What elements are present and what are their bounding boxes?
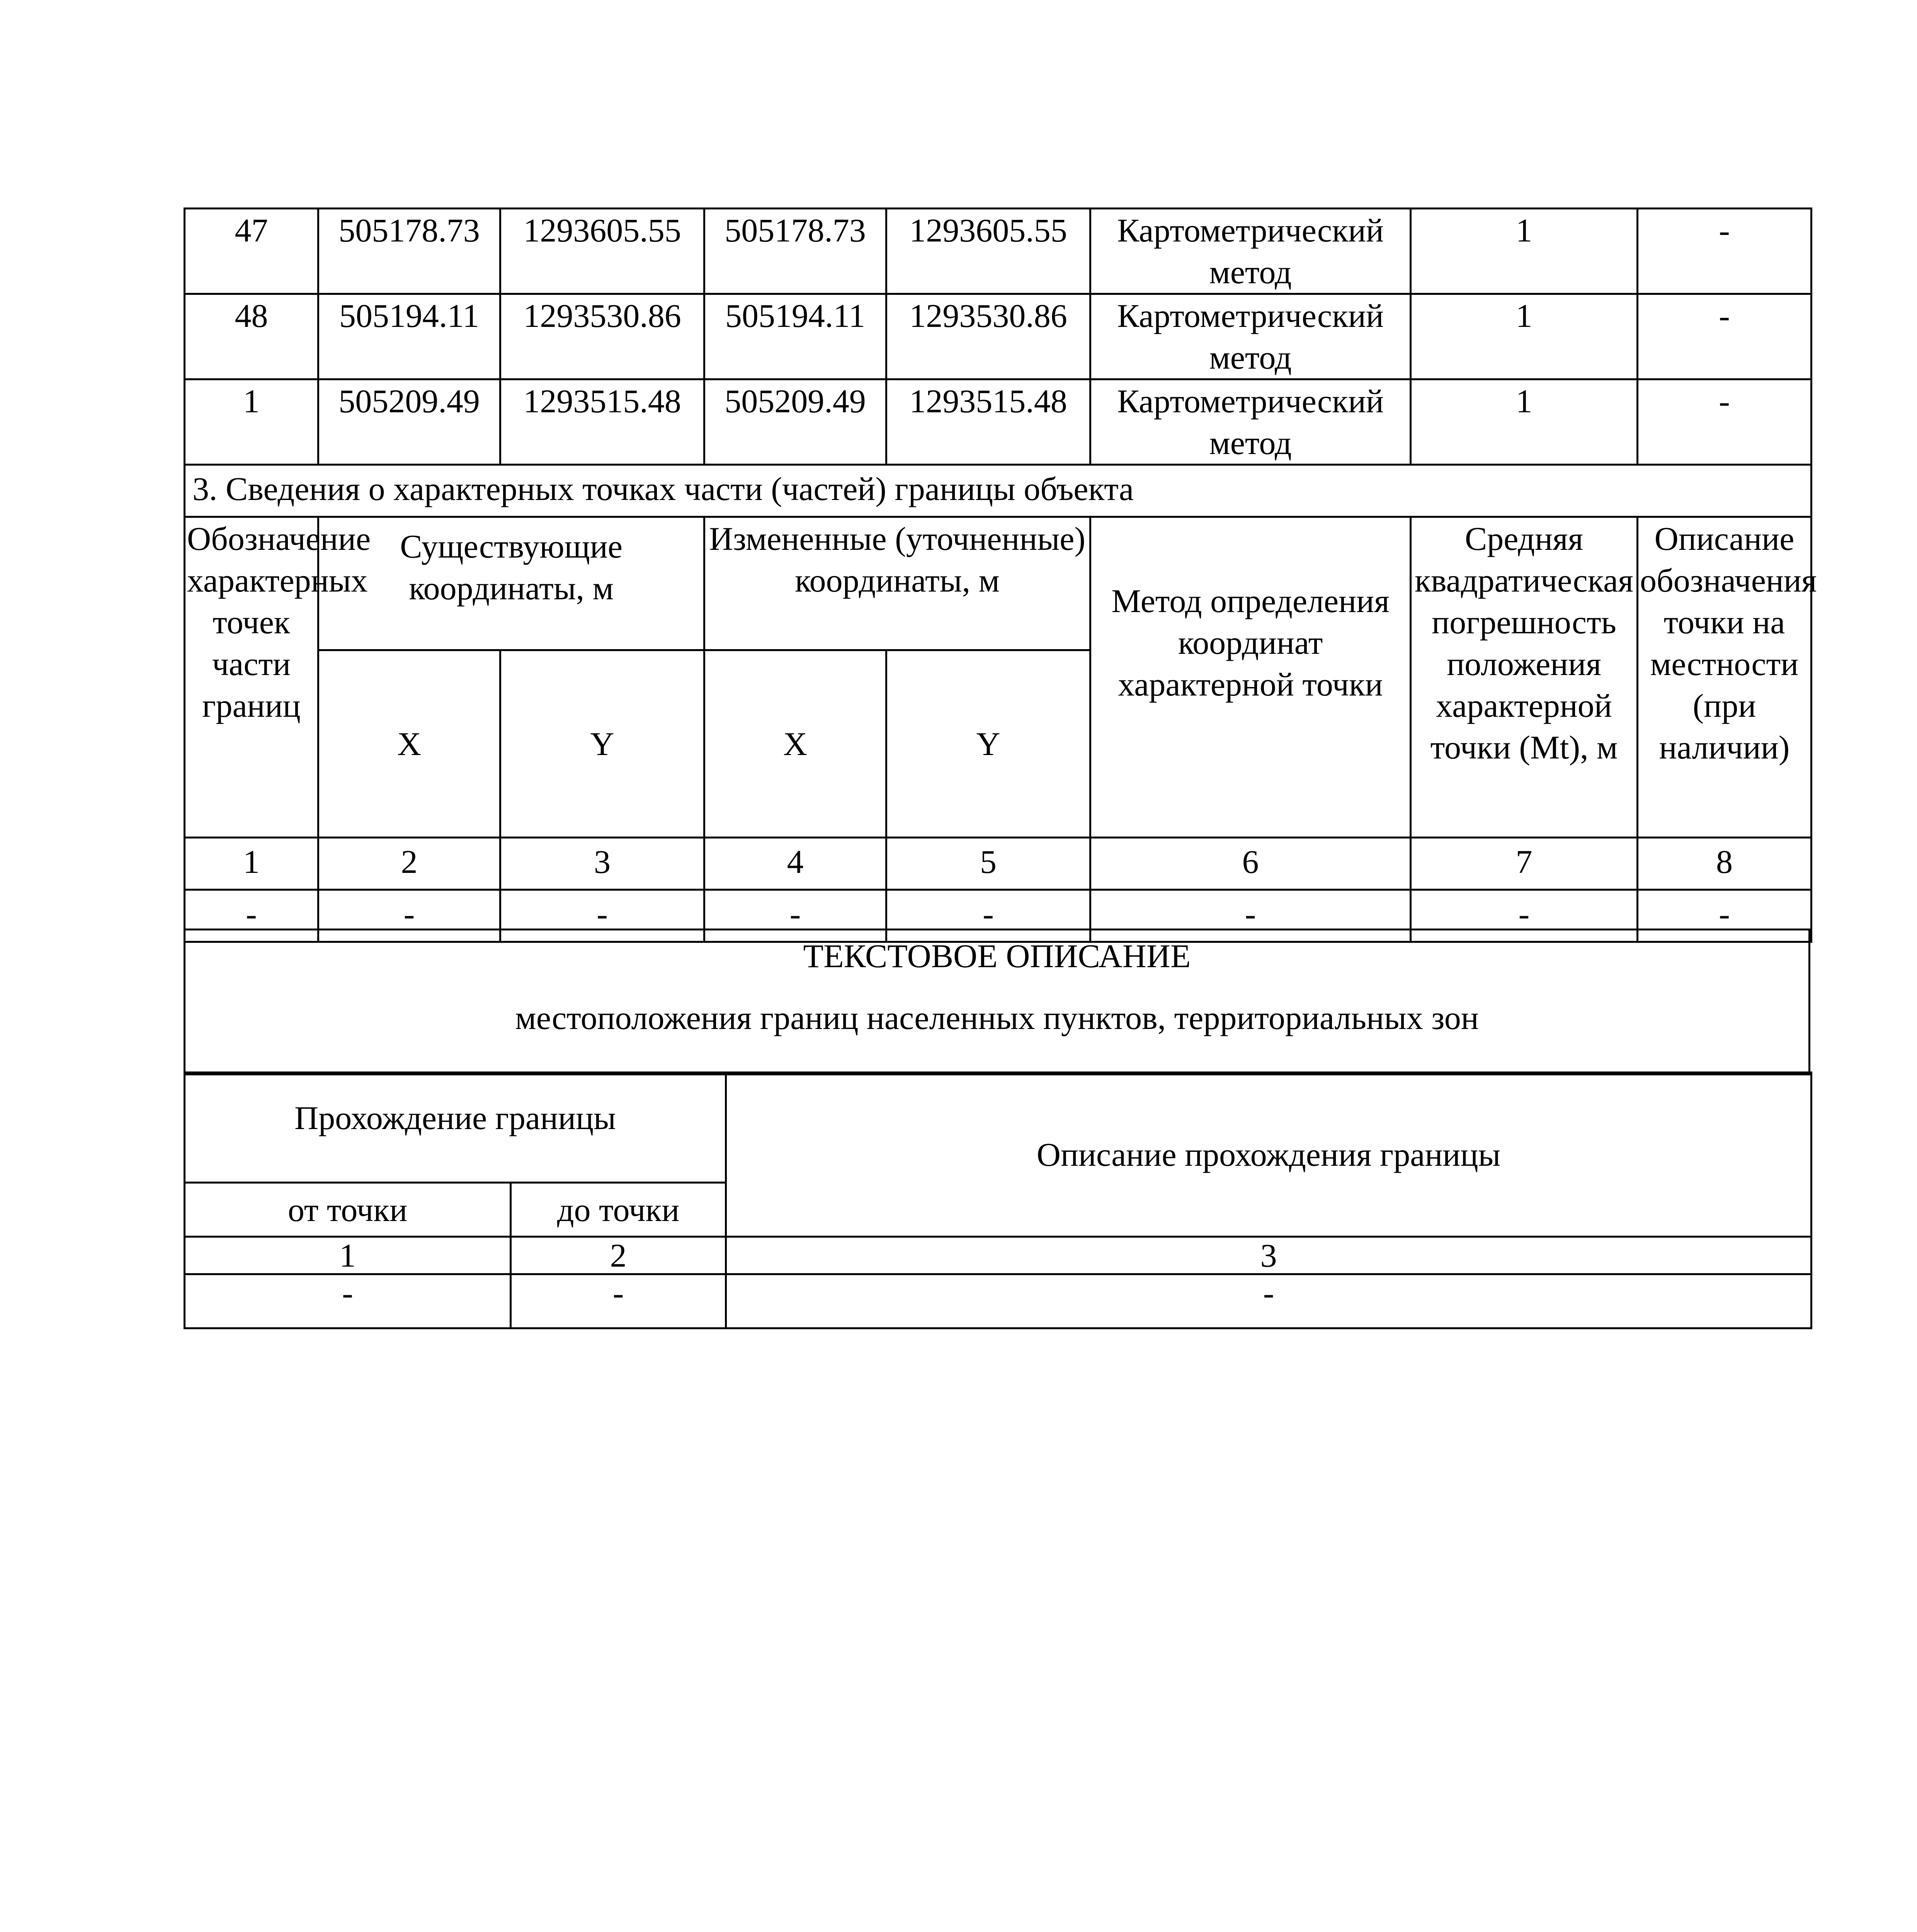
- y-changed: 1293515.48: [886, 379, 1090, 465]
- description: -: [1638, 209, 1812, 294]
- header-passage: Прохождение границы: [185, 1073, 726, 1183]
- y-changed: 1293605.55: [886, 209, 1090, 294]
- empty-cell: -: [726, 1274, 1812, 1328]
- column-number: 1: [185, 1237, 511, 1274]
- header-x-changed: X: [704, 650, 886, 838]
- empty-cell: -: [185, 890, 318, 942]
- y-changed: 1293530.86: [886, 294, 1090, 379]
- empty-cell: -: [318, 890, 500, 942]
- table-row: [185, 379, 1812, 465]
- empty-cell: -: [704, 890, 886, 942]
- column-number-row: [185, 1237, 1812, 1274]
- x-changed: 505194.11: [704, 294, 886, 379]
- empty-cell: -: [511, 1274, 726, 1328]
- header-from-point: от точки: [185, 1183, 511, 1237]
- empty-cell: -: [500, 890, 704, 942]
- section-3-title: 3. Сведения о характерных точках части (частей) границы объекта: [185, 465, 1812, 517]
- point-number: 1: [185, 379, 318, 465]
- text-description-title: ТЕКСТОВОЕ ОПИСАНИЕ: [803, 937, 1191, 975]
- header-designation: Обозначение характерных точек части границ: [185, 517, 318, 838]
- header-error: Средняя квадратическая погрешность положения характерной точки (Mt), м: [1411, 517, 1638, 838]
- empty-cell: -: [1638, 890, 1812, 942]
- empty-cell: -: [185, 1274, 511, 1328]
- header-existing-coords: Существующие координаты, м: [318, 517, 704, 650]
- column-number: 2: [511, 1237, 726, 1274]
- method: Картометрический метод: [1090, 379, 1411, 465]
- header-row: [185, 1073, 1812, 1183]
- y-existing: 1293515.48: [500, 379, 704, 465]
- y-existing: 1293530.86: [500, 294, 704, 379]
- coordinates-table: [184, 207, 1817, 943]
- boundary-table: [184, 1071, 1812, 1329]
- header-y-existing: Y: [500, 650, 704, 838]
- column-number: 5: [886, 838, 1090, 890]
- table-row: [185, 209, 1812, 294]
- header-changed-coords: Измененные (уточненные) координаты, м: [704, 517, 1090, 650]
- description: -: [1638, 379, 1812, 465]
- header-boundary-description: Описание прохождения границы: [726, 1073, 1812, 1237]
- error: 1: [1411, 209, 1638, 294]
- description: -: [1638, 294, 1812, 379]
- error: 1: [1411, 379, 1638, 465]
- header-description: Описание обозначения точки на местности (при наличии): [1638, 517, 1812, 838]
- y-existing: 1293605.55: [500, 209, 704, 294]
- empty-cell: -: [1090, 890, 1411, 942]
- column-number: 6: [1090, 838, 1411, 890]
- table-row: [185, 1274, 1812, 1328]
- empty-cell: -: [886, 890, 1090, 942]
- header-x-existing: X: [318, 650, 500, 838]
- x-existing: 505209.49: [318, 379, 500, 465]
- column-number: 3: [500, 838, 704, 890]
- column-number-row: [185, 838, 1812, 890]
- text-description-cell: [185, 930, 1810, 1075]
- column-number: 1: [185, 838, 318, 890]
- header-y-changed: Y: [886, 650, 1090, 838]
- point-number: 48: [185, 294, 318, 379]
- x-existing: 505194.11: [318, 294, 500, 379]
- method: Картометрический метод: [1090, 209, 1411, 294]
- point-number: 47: [185, 209, 318, 294]
- table-row: [185, 294, 1812, 379]
- column-number: 8: [1638, 838, 1812, 890]
- column-number: 3: [726, 1237, 1812, 1274]
- column-number: 2: [318, 838, 500, 890]
- x-changed: 505178.73: [704, 209, 886, 294]
- x-changed: 505209.49: [704, 379, 886, 465]
- column-number: 7: [1411, 838, 1638, 890]
- text-description-block: [184, 929, 1810, 1075]
- empty-cell: -: [1411, 890, 1638, 942]
- section-row: [185, 465, 1812, 517]
- method: Картометрический метод: [1090, 294, 1411, 379]
- header-row: [185, 517, 1812, 650]
- header-method: Метод определения координат характерной точки: [1090, 517, 1411, 838]
- x-existing: 505178.73: [318, 209, 500, 294]
- text-description-subtitle: местоположения границ населенных пунктов, территориальных зон: [515, 999, 1479, 1036]
- error: 1: [1411, 294, 1638, 379]
- column-number: 4: [704, 838, 886, 890]
- header-to-point: до точки: [511, 1183, 726, 1237]
